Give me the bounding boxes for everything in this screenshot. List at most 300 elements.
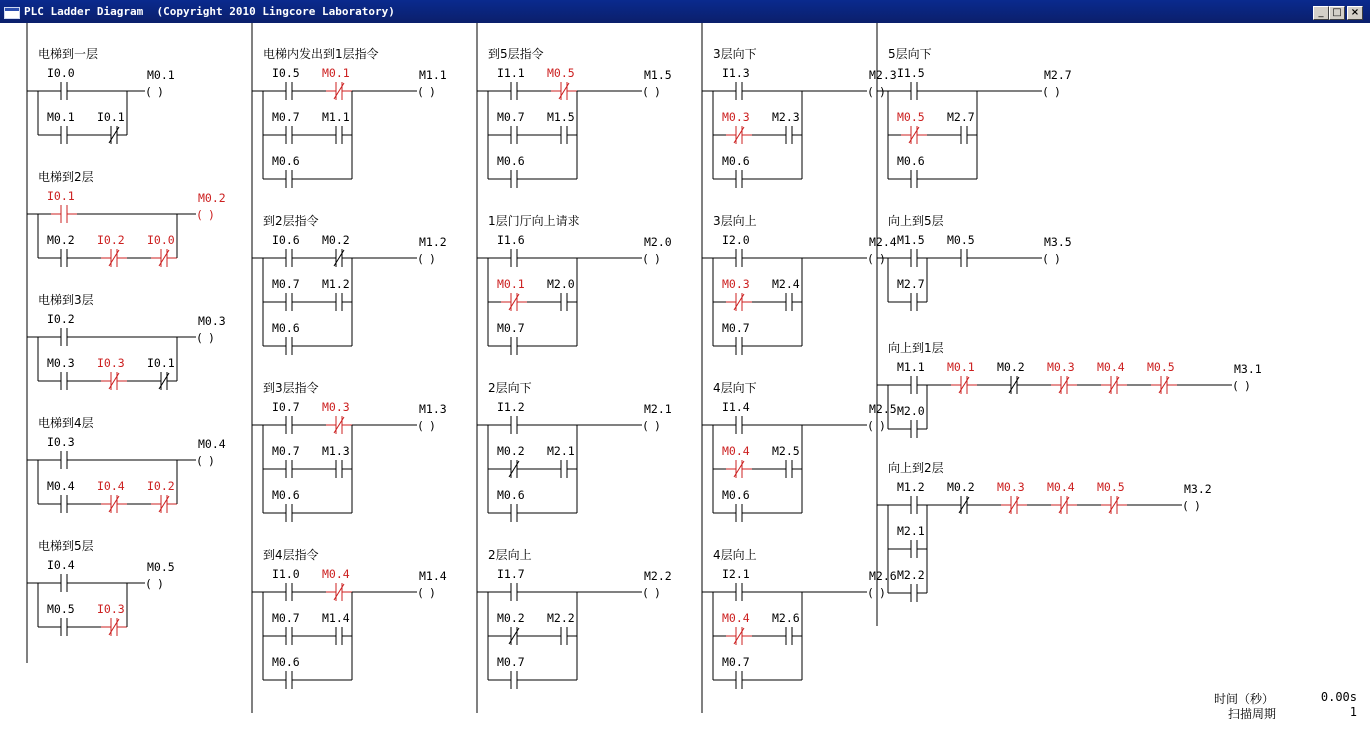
contact-label: M0.7 xyxy=(272,277,300,291)
no-contact-M0-7[interactable] xyxy=(722,655,752,689)
contact-label: I0.1 xyxy=(97,110,125,124)
no-contact-I2-1[interactable] xyxy=(722,567,752,601)
contact-label: M0.4 xyxy=(722,444,750,458)
scan-row xyxy=(1200,705,1365,720)
coil-label: M1.1 xyxy=(419,68,447,82)
nc-contact-I0-4[interactable] xyxy=(97,479,127,513)
coil-right: ) xyxy=(429,85,436,99)
no-contact-M2-7[interactable] xyxy=(947,110,977,144)
no-contact-M2-0[interactable] xyxy=(897,404,927,438)
no-contact-M2-4[interactable] xyxy=(772,277,802,311)
contact-label: I1.2 xyxy=(497,400,525,414)
contact-label: M0.7 xyxy=(272,611,300,625)
no-contact-I0-3[interactable] xyxy=(47,435,77,469)
coil-right: ) xyxy=(429,419,436,433)
coil-left: ( xyxy=(417,586,424,600)
contact-label: M1.2 xyxy=(897,480,925,494)
contact-label: M0.1 xyxy=(947,360,975,374)
coil-label: M2.5 xyxy=(869,402,897,416)
coil-M2-4[interactable] xyxy=(867,235,897,266)
coil-left: ( xyxy=(867,85,874,99)
coil-label: M1.5 xyxy=(644,68,672,82)
contact-label: M0.2 xyxy=(47,233,75,247)
contact-label: M1.3 xyxy=(322,444,350,458)
contact-label: M0.3 xyxy=(997,480,1025,494)
coil-left: ( xyxy=(417,252,424,266)
contact-label: M0.5 xyxy=(897,110,925,124)
no-contact-I0-4[interactable] xyxy=(47,558,77,592)
coil-M0-4[interactable] xyxy=(196,437,226,468)
coil-left: ( xyxy=(196,208,203,222)
no-contact-M1-4[interactable] xyxy=(322,611,352,645)
no-contact-M0-6[interactable] xyxy=(722,154,752,188)
nc-contact-I0-2[interactable] xyxy=(97,233,127,267)
coil-left: ( xyxy=(642,252,649,266)
no-contact-I2-0[interactable] xyxy=(722,233,752,267)
coil-left: ( xyxy=(642,419,649,433)
coil-right: ) xyxy=(879,85,886,99)
coil-left: ( xyxy=(1232,379,1239,393)
no-contact-M2-6[interactable] xyxy=(772,611,802,645)
no-contact-M0-7[interactable] xyxy=(272,444,302,478)
coil-right: ) xyxy=(654,85,661,99)
no-contact-M2-3[interactable] xyxy=(772,110,802,144)
coil-right: ) xyxy=(1054,85,1061,99)
no-contact-M0-5[interactable] xyxy=(947,233,977,267)
contact-label: M0.4 xyxy=(322,567,350,581)
contact-label: M0.6 xyxy=(722,154,750,168)
coil-label: M3.1 xyxy=(1234,362,1262,376)
coil-right: ) xyxy=(429,252,436,266)
coil-label: M3.2 xyxy=(1184,482,1212,496)
contact-label: M0.7 xyxy=(272,110,300,124)
no-contact-M0-1[interactable] xyxy=(47,110,77,144)
rung-title: 到2层指令 xyxy=(263,214,319,228)
rung-title: 电梯到4层 xyxy=(38,416,94,430)
no-contact-I1-7[interactable] xyxy=(497,567,527,601)
no-contact-M2-2[interactable] xyxy=(547,611,577,645)
contact-label: M2.5 xyxy=(772,444,800,458)
contact-label: M0.3 xyxy=(1047,360,1075,374)
time-label: 时间（秒） xyxy=(1214,692,1275,706)
rung-title: 到4层指令 xyxy=(263,548,319,562)
coil-label: M1.4 xyxy=(419,569,447,583)
coil-right: ) xyxy=(654,252,661,266)
contact-label: M0.3 xyxy=(47,356,75,370)
contact-label: M1.4 xyxy=(322,611,350,625)
coil-label: M1.3 xyxy=(419,402,447,416)
contact-label: M0.6 xyxy=(497,488,525,502)
contact-label: M1.5 xyxy=(547,110,575,124)
no-contact-I0-2[interactable] xyxy=(47,312,77,346)
rung-title: 电梯到3层 xyxy=(38,293,94,307)
coil-left: ( xyxy=(1042,252,1049,266)
coil-M0-2[interactable] xyxy=(196,191,226,222)
contact-label: M0.5 xyxy=(47,602,75,616)
no-contact-M1-1[interactable] xyxy=(897,360,927,394)
coil-label: M0.1 xyxy=(147,68,175,82)
contact-label: I0.3 xyxy=(97,356,125,370)
nc-contact-I0-0[interactable] xyxy=(147,233,177,267)
contact-label: M0.3 xyxy=(722,110,750,124)
no-contact-M0-6[interactable] xyxy=(272,321,302,355)
coil-left: ( xyxy=(145,577,152,591)
nc-contact-M0-2[interactable] xyxy=(947,480,977,514)
coil-M3-5[interactable] xyxy=(1042,235,1072,266)
contact-label: I0.5 xyxy=(272,66,300,80)
no-contact-M1-5[interactable] xyxy=(547,110,577,144)
time-value: 0.00s xyxy=(1320,690,1357,704)
contact-label: M0.4 xyxy=(722,611,750,625)
contact-label: M0.6 xyxy=(272,655,300,669)
nc-contact-M0-2[interactable] xyxy=(497,611,527,645)
contact-label: M0.6 xyxy=(897,154,925,168)
rung-title: 5层向下 xyxy=(888,47,932,61)
coil-label: M1.2 xyxy=(419,235,447,249)
nc-contact-M0-3[interactable] xyxy=(1047,360,1077,394)
coil-left: ( xyxy=(642,85,649,99)
coil-M1-1[interactable] xyxy=(417,68,447,99)
nc-contact-M0-5[interactable] xyxy=(1097,480,1127,514)
coil-left: ( xyxy=(417,419,424,433)
coil-right: ) xyxy=(208,454,215,468)
no-contact-I0-7[interactable] xyxy=(272,400,302,434)
contact-label: I1.1 xyxy=(497,66,525,80)
coil-right: ) xyxy=(157,577,164,591)
no-contact-M1-3[interactable] xyxy=(322,444,352,478)
contact-label: M0.7 xyxy=(497,655,525,669)
ladder-diagram-canvas xyxy=(0,23,1370,736)
contact-label: M0.2 xyxy=(997,360,1025,374)
no-contact-M1-1[interactable] xyxy=(322,110,352,144)
rung-title: 4层向上 xyxy=(713,548,757,562)
no-contact-I1-5[interactable] xyxy=(897,66,927,100)
coil-M0-1[interactable] xyxy=(145,68,175,99)
no-contact-I1-2[interactable] xyxy=(497,400,527,434)
coil-right: ) xyxy=(1054,252,1061,266)
contact-label: M0.2 xyxy=(947,480,975,494)
contact-label: I1.7 xyxy=(497,567,525,581)
coil-left: ( xyxy=(417,85,424,99)
nc-contact-M0-4[interactable] xyxy=(722,444,752,478)
no-contact-M1-2[interactable] xyxy=(322,277,352,311)
coil-left: ( xyxy=(196,331,203,345)
maximize-button[interactable]: □ xyxy=(1329,6,1345,20)
nc-contact-M0-5[interactable] xyxy=(1147,360,1177,394)
contact-label: I0.1 xyxy=(147,356,175,370)
coil-right: ) xyxy=(879,586,886,600)
no-contact-I1-1[interactable] xyxy=(497,66,527,100)
coil-label: M0.2 xyxy=(198,191,226,205)
rung-title: 1层门厅向上请求 xyxy=(488,214,580,228)
no-contact-M0-7[interactable] xyxy=(272,611,302,645)
contact-label: I0.2 xyxy=(97,233,125,247)
nc-contact-M0-2[interactable] xyxy=(497,444,527,478)
rung-title: 向上到1层 xyxy=(888,341,944,355)
coil-M3-1[interactable] xyxy=(1232,362,1262,393)
no-contact-I0-6[interactable] xyxy=(272,233,302,267)
no-contact-M0-7[interactable] xyxy=(272,277,302,311)
no-contact-M0-6[interactable] xyxy=(497,154,527,188)
contact-label: M0.5 xyxy=(947,233,975,247)
contact-label: M0.2 xyxy=(497,611,525,625)
rung-title: 电梯到一层 xyxy=(38,47,99,61)
contact-label: I2.1 xyxy=(722,567,750,581)
no-contact-M0-4[interactable] xyxy=(47,479,77,513)
nc-contact-I0-1[interactable] xyxy=(147,356,177,390)
contact-label: I0.7 xyxy=(272,400,300,414)
contact-label: M1.5 xyxy=(897,233,925,247)
no-contact-M0-7[interactable] xyxy=(497,655,527,689)
coil-right: ) xyxy=(208,208,215,222)
nc-contact-M0-5[interactable] xyxy=(897,110,927,144)
nc-contact-I0-3[interactable] xyxy=(97,356,127,390)
nc-contact-M0-2[interactable] xyxy=(322,233,352,267)
contact-label: M2.2 xyxy=(547,611,575,625)
contact-label: I0.4 xyxy=(47,558,75,572)
coil-M2-1[interactable] xyxy=(642,402,672,433)
contact-label: I0.3 xyxy=(97,602,125,616)
coil-M2-6[interactable] xyxy=(867,569,897,600)
coil-left: ( xyxy=(867,586,874,600)
coil-label: M2.4 xyxy=(869,235,897,249)
no-contact-M0-5[interactable] xyxy=(47,602,77,636)
contact-label: M0.3 xyxy=(722,277,750,291)
coil-right: ) xyxy=(1244,379,1251,393)
nc-contact-M0-4[interactable] xyxy=(1047,480,1077,514)
coil-left: ( xyxy=(1182,499,1189,513)
coil-label: M0.5 xyxy=(147,560,175,574)
coil-M1-4[interactable] xyxy=(417,569,447,600)
coil-left: ( xyxy=(867,419,874,433)
contact-label: M0.5 xyxy=(547,66,575,80)
nc-contact-M0-3[interactable] xyxy=(722,110,752,144)
contact-label: M0.1 xyxy=(322,66,350,80)
no-contact-I1-4[interactable] xyxy=(722,400,752,434)
contact-label: I1.6 xyxy=(497,233,525,247)
coil-right: ) xyxy=(654,586,661,600)
contact-label: M0.5 xyxy=(1097,480,1125,494)
no-contact-M0-6[interactable] xyxy=(272,655,302,689)
contact-label: M0.2 xyxy=(497,444,525,458)
coil-left: ( xyxy=(642,586,649,600)
coil-M2-3[interactable] xyxy=(867,68,897,99)
contact-label: M1.1 xyxy=(897,360,925,374)
no-contact-M2-5[interactable] xyxy=(772,444,802,478)
nc-contact-M0-2[interactable] xyxy=(997,360,1027,394)
coil-M1-3[interactable] xyxy=(417,402,447,433)
contact-label: I0.0 xyxy=(147,233,175,247)
no-contact-M2-1[interactable] xyxy=(897,524,927,558)
nc-contact-I0-1[interactable] xyxy=(97,110,127,144)
contact-label: M0.4 xyxy=(47,479,75,493)
contact-label: M0.7 xyxy=(722,655,750,669)
no-contact-M0-6[interactable] xyxy=(272,488,302,522)
coil-M1-5[interactable] xyxy=(642,68,672,99)
coil-left: ( xyxy=(1042,85,1049,99)
no-contact-M0-7[interactable] xyxy=(722,321,752,355)
no-contact-M0-7[interactable] xyxy=(497,321,527,355)
contact-label: I0.6 xyxy=(272,233,300,247)
contact-label: M2.7 xyxy=(897,277,925,291)
nc-contact-M0-3[interactable] xyxy=(322,400,352,434)
rung-title: 向上到5层 xyxy=(888,214,944,228)
no-contact-M0-7[interactable] xyxy=(497,110,527,144)
contact-label: I1.4 xyxy=(722,400,750,414)
contact-label: M0.7 xyxy=(272,444,300,458)
nc-contact-M0-5[interactable] xyxy=(547,66,577,100)
contact-label: M0.5 xyxy=(1147,360,1175,374)
no-contact-M0-7[interactable] xyxy=(272,110,302,144)
coil-label: M2.2 xyxy=(644,569,672,583)
coil-M2-0[interactable] xyxy=(642,235,672,266)
coil-label: M2.7 xyxy=(1044,68,1072,82)
contact-label: M0.7 xyxy=(497,321,525,335)
scan-cycle-label: 扫描周期 xyxy=(1228,707,1277,721)
coil-left: ( xyxy=(145,85,152,99)
no-contact-I1-6[interactable] xyxy=(497,233,527,267)
nc-contact-M0-4[interactable] xyxy=(322,567,352,601)
coil-left: ( xyxy=(867,252,874,266)
no-contact-I0-0[interactable] xyxy=(47,66,77,100)
coil-right: ) xyxy=(157,85,164,99)
contact-label: I0.1 xyxy=(47,189,75,203)
contact-label: M2.4 xyxy=(772,277,800,291)
contact-label: M2.7 xyxy=(947,110,975,124)
rung-title: 3层向上 xyxy=(713,214,757,228)
no-contact-I1-0[interactable] xyxy=(272,567,302,601)
contact-label: M2.0 xyxy=(897,404,925,418)
coil-right: ) xyxy=(208,331,215,345)
window-title: PLC Ladder Diagram (Copyright 2010 Lingcore Laboratory) xyxy=(24,5,395,18)
contact-label: M1.1 xyxy=(322,110,350,124)
contact-label: I0.0 xyxy=(47,66,75,80)
nc-contact-M0-4[interactable] xyxy=(1097,360,1127,394)
no-contact-M0-6[interactable] xyxy=(272,154,302,188)
no-contact-M2-0[interactable] xyxy=(547,277,577,311)
rung-title: 3层向下 xyxy=(713,47,757,61)
contact-label: M2.1 xyxy=(897,524,925,538)
contact-label: M0.7 xyxy=(497,110,525,124)
status-panel xyxy=(1200,690,1365,730)
coil-M3-2[interactable] xyxy=(1182,482,1212,513)
coil-right: ) xyxy=(879,419,886,433)
contact-label: I0.2 xyxy=(147,479,175,493)
rung-title: 向上到2层 xyxy=(888,461,944,475)
app-window-icon xyxy=(4,7,20,19)
no-contact-M0-3[interactable] xyxy=(47,356,77,390)
contact-label: M0.1 xyxy=(497,277,525,291)
no-contact-M1-5[interactable] xyxy=(897,233,927,267)
no-contact-I0-5[interactable] xyxy=(272,66,302,100)
contact-label: M0.6 xyxy=(272,488,300,502)
no-contact-M1-2[interactable] xyxy=(897,480,927,514)
nc-contact-I0-3[interactable] xyxy=(97,602,127,636)
rung-title: 电梯到2层 xyxy=(38,170,94,184)
contact-label: M0.6 xyxy=(722,488,750,502)
contact-label: M0.6 xyxy=(497,154,525,168)
contact-label: M2.3 xyxy=(772,110,800,124)
contact-label: I1.5 xyxy=(897,66,925,80)
no-contact-M0-6[interactable] xyxy=(497,488,527,522)
coil-M1-2[interactable] xyxy=(417,235,447,266)
coil-label: M2.1 xyxy=(644,402,672,416)
contact-label: M2.1 xyxy=(547,444,575,458)
coil-M2-2[interactable] xyxy=(642,569,672,600)
coil-label: M3.5 xyxy=(1044,235,1072,249)
time-row xyxy=(1200,690,1365,705)
contact-label: M0.4 xyxy=(1097,360,1125,374)
contact-label: M2.0 xyxy=(547,277,575,291)
coil-label: M2.6 xyxy=(869,569,897,583)
nc-contact-M0-3[interactable] xyxy=(997,480,1027,514)
close-button[interactable]: × xyxy=(1347,6,1363,20)
contact-label: I2.0 xyxy=(722,233,750,247)
coil-left: ( xyxy=(196,454,203,468)
contact-label: M2.6 xyxy=(772,611,800,625)
no-contact-I1-3[interactable] xyxy=(722,66,752,100)
no-contact-I0-1[interactable] xyxy=(47,189,77,223)
coil-M2-5[interactable] xyxy=(867,402,897,433)
nc-contact-M0-1[interactable] xyxy=(322,66,352,100)
no-contact-M2-2[interactable] xyxy=(897,568,927,602)
contact-label: I1.0 xyxy=(272,567,300,581)
nc-contact-M0-1[interactable] xyxy=(947,360,977,394)
nc-contact-M0-4[interactable] xyxy=(722,611,752,645)
contact-label: I0.3 xyxy=(47,435,75,449)
contact-label: M0.4 xyxy=(1047,480,1075,494)
rung-title: 2层向上 xyxy=(488,548,532,562)
coil-M0-3[interactable] xyxy=(196,314,226,345)
contact-label: M0.6 xyxy=(272,154,300,168)
rung-title: 到5层指令 xyxy=(488,47,544,61)
contact-label: M2.2 xyxy=(897,568,925,582)
coil-M2-7[interactable] xyxy=(1042,68,1072,99)
coil-right: ) xyxy=(1194,499,1201,513)
contact-label: M0.6 xyxy=(272,321,300,335)
contact-label: M0.7 xyxy=(722,321,750,335)
coil-label: M0.4 xyxy=(198,437,226,451)
coil-M0-5[interactable] xyxy=(145,560,175,591)
contact-label: I0.2 xyxy=(47,312,75,326)
no-contact-M2-1[interactable] xyxy=(547,444,577,478)
coil-right: ) xyxy=(429,586,436,600)
rung-title: 2层向下 xyxy=(488,381,532,395)
rung-title: 电梯到5层 xyxy=(38,539,94,553)
contact-label: I1.3 xyxy=(722,66,750,80)
title-bar xyxy=(0,0,1370,23)
no-contact-M0-6[interactable] xyxy=(897,154,927,188)
coil-label: M2.3 xyxy=(869,68,897,82)
nc-contact-M0-3[interactable] xyxy=(722,277,752,311)
coil-right: ) xyxy=(879,252,886,266)
coil-right: ) xyxy=(654,419,661,433)
no-contact-M0-6[interactable] xyxy=(722,488,752,522)
nc-contact-I0-2[interactable] xyxy=(147,479,177,513)
nc-contact-M0-1[interactable] xyxy=(497,277,527,311)
no-contact-M2-7[interactable] xyxy=(897,277,927,311)
scan-cycle-value: 1 xyxy=(1349,705,1357,719)
rung-title: 到3层指令 xyxy=(263,381,319,395)
contact-label: M0.3 xyxy=(322,400,350,414)
coil-label: M2.0 xyxy=(644,235,672,249)
contact-label: M0.1 xyxy=(47,110,75,124)
coil-label: M0.3 xyxy=(198,314,226,328)
minimize-button[interactable]: _ xyxy=(1313,6,1329,20)
contact-label: M1.2 xyxy=(322,277,350,291)
no-contact-M0-2[interactable] xyxy=(47,233,77,267)
contact-label: I0.4 xyxy=(97,479,125,493)
